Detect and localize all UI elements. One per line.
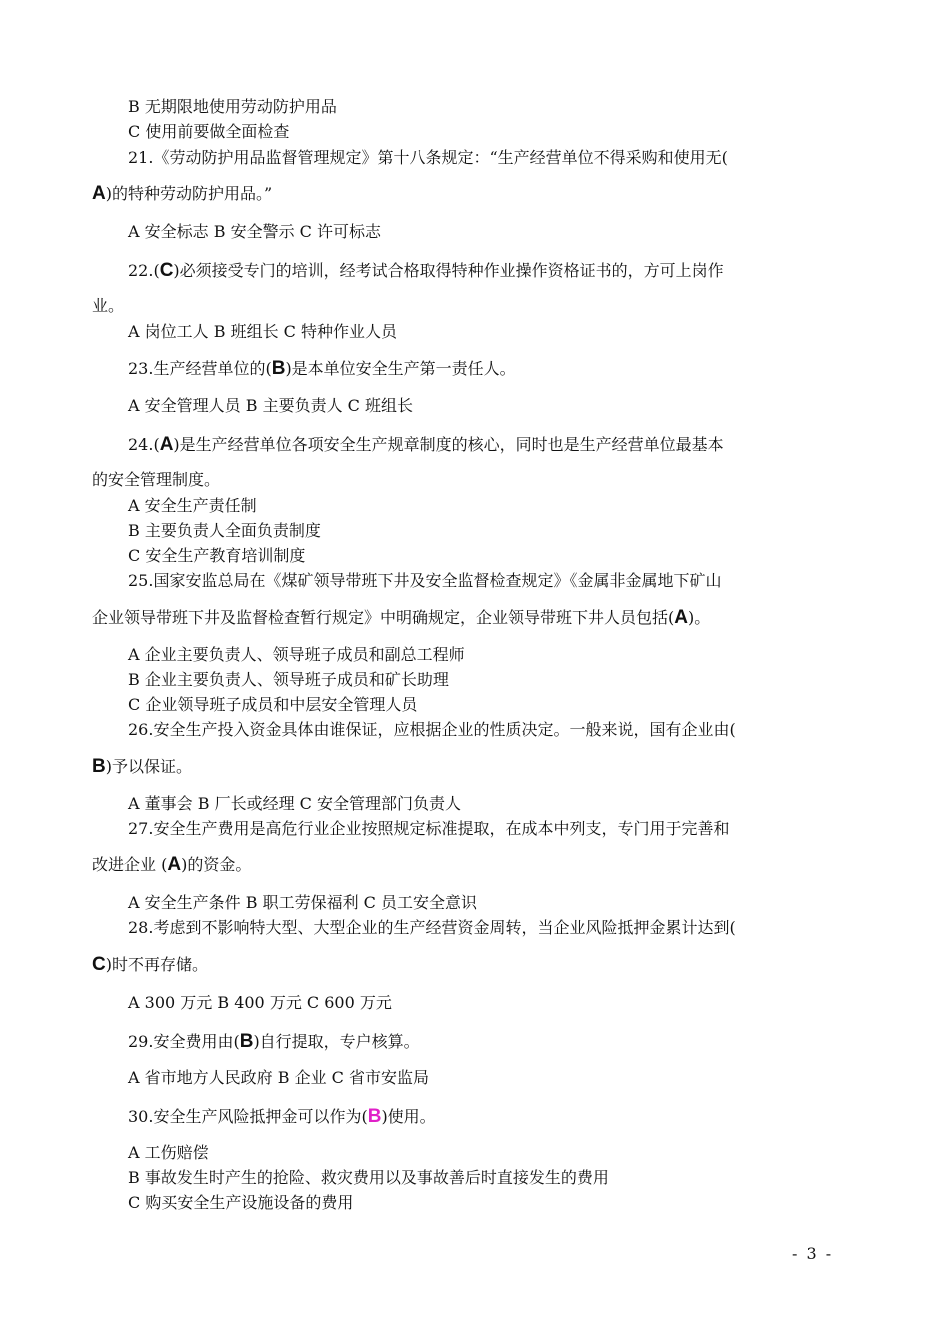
option-line: A 工伤赔偿	[128, 1143, 209, 1162]
question-22: 22.(C)必须接受专门的培训，经考试合格取得特种作业操作资格证书的，方可上岗作	[128, 260, 724, 281]
option-line: C 购买安全生产设施设备的费用	[128, 1193, 354, 1212]
answer-letter-highlighted: B	[367, 1106, 382, 1127]
answer-letter: C	[159, 260, 174, 281]
question-27: 27.安全生产费用是高危行业企业按照规定标准提取，在成本中列支，专门用于完善和	[128, 819, 730, 838]
option-line: B 无期限地使用劳动防护用品	[128, 97, 337, 116]
option-line: A 岗位工人 B 班组长 C 特种作业人员	[128, 322, 397, 341]
question-24-continued: 的安全管理制度。	[92, 470, 221, 489]
option-line: C 安全生产教育培训制度	[128, 546, 306, 565]
option-line: B 企业主要负责人、领导班子成员和矿长助理	[128, 670, 449, 689]
answer-letter: B	[92, 756, 106, 777]
answer-letter: A	[159, 434, 174, 455]
question-28: 28.考虑到不影响特大型、大型企业的生产经营资金周转，当企业风险抵押金累计达到(	[128, 918, 736, 937]
option-line: A 安全生产责任制	[128, 496, 257, 515]
option-line: A 省市地方人民政府 B 企业 C 省市安监局	[128, 1068, 429, 1087]
answer-letter: C	[92, 954, 106, 975]
option-line: A 300 万元 B 400 万元 C 600 万元	[128, 993, 392, 1012]
answer-letter: B	[271, 358, 286, 379]
question-22-continued: 业。	[92, 296, 125, 315]
question-27-continued: 改进企业 (A)的资金。	[92, 854, 252, 875]
option-line: A 安全标志 B 安全警示 C 许可标志	[128, 222, 381, 241]
option-line: B 事故发生时产生的抢险、救灾费用以及事故善后时直接发生的费用	[128, 1168, 609, 1187]
option-line: A 安全管理人员 B 主要负责人 C 班组长	[128, 396, 413, 415]
question-24: 24.(A)是生产经营单位各项安全生产规章制度的核心，同时也是生产经营单位最基本	[128, 434, 724, 455]
option-line: C 使用前要做全面检查	[128, 122, 290, 141]
option-line: C 企业领导班子成员和中层安全管理人员	[128, 695, 418, 714]
question-23: 23.生产经营单位的(B)是本单位安全生产第一责任人。	[128, 358, 516, 379]
question-21-continued: A)的特种劳动防护用品。”	[92, 183, 273, 204]
question-25: 25.国家安监总局在《煤矿领导带班下井及安全监督检查规定》《金属非金属地下矿山	[128, 571, 722, 590]
question-21: 21.《劳动防护用品监督管理规定》第十八条规定：“生产经营单位不得采购和使用无(	[128, 148, 728, 167]
option-line: A 企业主要负责人、领导班子成员和副总工程师	[128, 645, 465, 664]
question-25-continued: 企业领导带班下井及监督检查暂行规定》中明确规定，企业领导带班下井人员包括(A)。	[92, 607, 711, 628]
answer-letter: A	[167, 854, 182, 875]
answer-letter: A	[92, 183, 106, 204]
option-line: A 安全生产条件 B 职工劳保福利 C 员工安全意识	[128, 893, 477, 912]
question-26: 26.安全生产投入资金具体由谁保证，应根据企业的性质决定。一般来说，国有企业由(	[128, 720, 736, 739]
option-line: A 董事会 B 厂长或经理 C 安全管理部门负责人	[128, 794, 461, 813]
option-line: B 主要负责人全面负责制度	[128, 521, 321, 540]
page-number: - 3 -	[792, 1244, 834, 1263]
answer-letter: A	[674, 607, 688, 628]
question-28-continued: C)时不再存储。	[92, 954, 208, 975]
answer-letter: B	[239, 1031, 254, 1052]
question-29: 29.安全费用由(B)自行提取，专户核算。	[128, 1031, 420, 1052]
question-26-continued: B)予以保证。	[92, 756, 192, 777]
question-30: 30.安全生产风险抵押金可以作为(B)使用。	[128, 1106, 436, 1127]
